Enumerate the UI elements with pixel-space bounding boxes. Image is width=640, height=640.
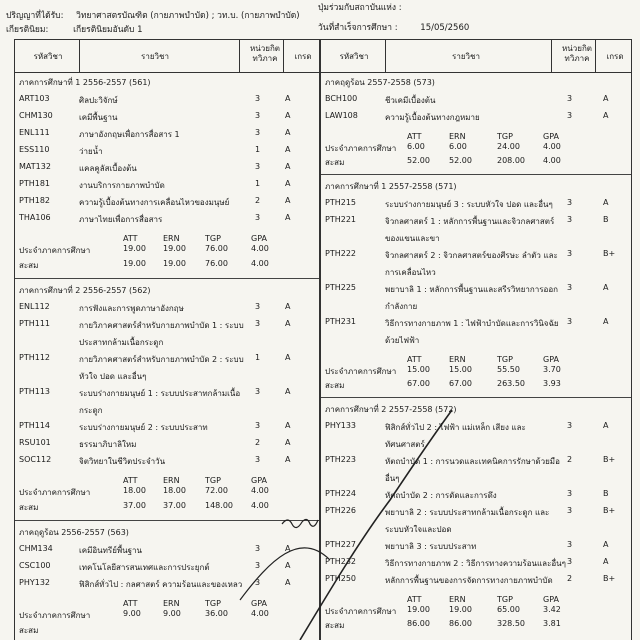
summary-gpa: 4.00 <box>543 142 561 151</box>
summary-col-gpa: GPA <box>543 132 559 141</box>
summary-ern: 6.00 <box>449 142 467 151</box>
course-code: PTH113 <box>19 387 50 396</box>
course-code: PHY132 <box>19 578 50 587</box>
col-code-header: รหัสวิชา <box>339 52 369 61</box>
course-grade: A <box>285 213 291 222</box>
course-grade: A <box>603 94 609 103</box>
honor-value: เกียรตินิยมอันดับ 1 <box>73 25 143 35</box>
summary-gpa: 4.00 <box>251 259 269 268</box>
course-name: ฟิสิกส์ทั่วไป : กลศาสตร์ ความร้อนและของเหลว <box>79 580 243 589</box>
summary-att: 37.00 <box>123 501 146 510</box>
summary-ern: 52.00 <box>449 156 472 165</box>
course-credits: 2 <box>255 196 261 205</box>
course-name-cont: อื่นๆ <box>385 474 400 483</box>
summary-ern: 18.00 <box>163 486 186 495</box>
course-code: SOC112 <box>19 455 52 464</box>
summary-col-att: ATT <box>407 132 422 141</box>
col-grade-header: เกรด <box>294 52 312 61</box>
course-name: ระบบร่างกายมนุษย์ 3 : ระบบหัวใจ ปอด และอื่นๆ <box>385 200 553 209</box>
course-name: ชีวเคมีเบื้องต้น <box>385 96 436 105</box>
table-header-right <box>321 40 631 73</box>
summary-col-tgp: TGP <box>497 595 513 604</box>
summary-ern: 86.00 <box>449 619 472 628</box>
section-title: ภาคฤดูร้อน 2557-2558 (573) <box>325 78 435 87</box>
course-name: แคลคูลัสเบื้องต้น <box>79 164 137 173</box>
course-grade: A <box>285 387 291 396</box>
graduation-date-line <box>318 20 469 34</box>
course-credits: 3 <box>255 421 261 430</box>
summary-tgp: 76.00 <box>205 244 228 253</box>
summary-ern: 67.00 <box>449 379 472 388</box>
course-code: ENL112 <box>19 302 50 311</box>
summary-tgp: 76.00 <box>205 259 228 268</box>
summary-label: ประจำภาคการศึกษา <box>325 144 397 153</box>
course-credits: 2 <box>567 455 573 464</box>
course-name: พยาบาลิ 1 : หลักการพื้นฐานและสรีรวิทยาการออก <box>385 285 558 294</box>
summary-att: 67.00 <box>407 379 430 388</box>
summary-label: สะสม <box>325 381 345 390</box>
graduation-date-value: 15/05/2560 <box>420 23 470 33</box>
section-divider <box>321 397 631 398</box>
course-name: ความรู้เบื้องต้นทางกฎหมาย <box>385 113 480 122</box>
course-name: หัตถบำบัด 2 : การดัดและการดึง <box>385 491 497 500</box>
course-grade: A <box>285 94 291 103</box>
summary-att: 15.00 <box>407 365 430 374</box>
course-name: พยาบาลิ 3 : ระบบประสาท <box>385 542 477 551</box>
summary-label: สะสม <box>19 503 39 512</box>
course-credits: 3 <box>567 198 573 207</box>
course-name: ภาษาไทยเพื่อการสื่อสาร <box>79 215 163 224</box>
course-grade: A <box>285 179 291 188</box>
degree-value: วิทยาศาสตรบัณฑิต (กายภาพบำบัด) ; วท.บ. (กายภาพบำบัด) <box>76 11 300 21</box>
transcript-table-left <box>14 39 320 640</box>
course-name-cont: กำลังกาย <box>385 302 418 311</box>
summary-tgp: 148.00 <box>205 501 233 510</box>
course-grade: B+ <box>603 574 616 583</box>
summary-label: สะสม <box>325 621 345 630</box>
summary-col-gpa: GPA <box>543 355 559 364</box>
summary-col-ern: ERN <box>449 595 466 604</box>
section-title: ภาคการศึกษาที่ 1 2557-2558 (571) <box>325 182 457 191</box>
summary-tgp: 24.00 <box>497 142 520 151</box>
course-name: ภาษาอังกฤษเพื่อการสื่อสาร 1 <box>79 130 180 139</box>
summary-gpa: 4.00 <box>543 156 561 165</box>
course-code: BCH100 <box>325 94 358 103</box>
course-code: PTH215 <box>325 198 356 207</box>
summary-gpa: 4.00 <box>251 501 269 510</box>
summary-att: 52.00 <box>407 156 430 165</box>
section-title: ภาคการศึกษาที่ 2 2556-2557 (562) <box>19 286 151 295</box>
course-code: PTH224 <box>325 489 356 498</box>
summary-ern: 9.00 <box>163 609 181 618</box>
course-code: RSU101 <box>19 438 51 447</box>
course-grade: A <box>603 421 609 430</box>
course-grade: B+ <box>603 506 616 515</box>
course-grade: A <box>285 196 291 205</box>
summary-tgp: 36.00 <box>205 609 228 618</box>
course-code: PTH231 <box>325 317 356 326</box>
course-credits: 3 <box>567 249 573 258</box>
course-credits: 3 <box>567 283 573 292</box>
course-credits: 1 <box>255 353 261 362</box>
course-name: วิธีการทางกายภาพ 2 : วิธีการทางความร้อนและอื่นๆ <box>385 559 566 568</box>
summary-gpa: 4.00 <box>251 244 269 253</box>
course-name: ความรู้เบื้องต้นทางการเคลื่อนไหวของมนุษย์ <box>79 198 230 207</box>
course-code: THA106 <box>19 213 51 222</box>
course-credits: 1 <box>255 145 261 154</box>
summary-att: 19.00 <box>407 605 430 614</box>
course-grade: A <box>285 128 291 137</box>
course-credits: 3 <box>255 544 261 553</box>
summary-ern: 19.00 <box>449 605 472 614</box>
summary-label: ประจำภาคการศึกษา <box>325 607 397 616</box>
summary-tgp: 72.00 <box>205 486 228 495</box>
summary-tgp: 65.00 <box>497 605 520 614</box>
course-grade: A <box>603 198 609 207</box>
course-credits: 3 <box>567 540 573 549</box>
course-credits: 3 <box>255 387 261 396</box>
course-credits: 3 <box>255 213 261 222</box>
course-credits: 3 <box>255 455 261 464</box>
col-credits-header: หน่วยกิต ทวิภาค <box>562 44 592 63</box>
summary-col-gpa: GPA <box>251 599 267 608</box>
course-credits: 3 <box>255 128 261 137</box>
honor-label: เกียรตินิยม: <box>6 25 49 35</box>
honor-line <box>6 22 143 36</box>
course-code: CSC100 <box>19 561 51 570</box>
summary-att: 19.00 <box>123 259 146 268</box>
course-grade: A <box>603 111 609 120</box>
summary-label: ประจำภาคการศึกษา <box>19 488 91 497</box>
summary-ern: 37.00 <box>163 501 186 510</box>
course-grade: A <box>285 353 291 362</box>
summary-att: 86.00 <box>407 619 430 628</box>
course-name-cont: ด้วยไฟฟ้า <box>385 336 420 345</box>
summary-col-ern: ERN <box>449 355 466 364</box>
course-grade: B+ <box>603 455 616 464</box>
course-name: จิวกลศาสตร์ 2 : จิวกลศาสตร์ของศีรษะ ลำตัว และ <box>385 251 558 260</box>
summary-att: 19.00 <box>123 244 146 253</box>
course-grade: A <box>285 421 291 430</box>
course-code: PTH226 <box>325 506 356 515</box>
col-grade-header: เกรด <box>606 52 624 61</box>
summary-col-ern: ERN <box>163 599 180 608</box>
course-name: หลักการพื้นฐานของการจัดการทางกายภาพบำบัด <box>385 576 553 585</box>
summary-label: ประจำภาคการศึกษา <box>325 367 397 376</box>
table-header-left <box>15 40 319 73</box>
summary-att: 18.00 <box>123 486 146 495</box>
summary-col-tgp: TGP <box>205 234 221 243</box>
course-grade: A <box>285 578 291 587</box>
course-credits: 3 <box>567 489 573 498</box>
summary-gpa: 3.42 <box>543 605 561 614</box>
course-credits: 3 <box>567 317 573 326</box>
course-code: PTH182 <box>19 196 50 205</box>
degree-line <box>6 8 300 22</box>
course-credits: 3 <box>255 111 261 120</box>
summary-col-gpa: GPA <box>543 595 559 604</box>
summary-label: ประจำภาคการศึกษา <box>19 246 91 255</box>
course-name: ระบบร่างกายมนุษย์ 2 : ระบบประสาท <box>79 423 208 432</box>
course-name: ระบบร่างกายมนุษย์ 1 : ระบบประสาทกล้ามเนื้อ <box>79 389 241 398</box>
course-code: PTH111 <box>19 319 50 328</box>
course-credits: 3 <box>255 319 261 328</box>
col-code-header: รหัสวิชา <box>33 52 63 61</box>
summary-col-att: ATT <box>123 234 138 243</box>
course-credits: 3 <box>255 561 261 570</box>
course-name: ว่ายน้ำ <box>79 147 103 156</box>
course-code: CHM130 <box>19 111 53 120</box>
course-name: วิธีการทางกายภาพ 1 : ไฟฟ้าบำบัดและการวินิจฉัย <box>385 319 559 328</box>
course-grade: A <box>285 319 291 328</box>
summary-gpa: 3.81 <box>543 619 561 628</box>
course-grade: A <box>603 540 609 549</box>
course-grade: A <box>285 111 291 120</box>
summary-col-tgp: TGP <box>497 355 513 364</box>
course-credits: 3 <box>567 215 573 224</box>
course-code: LAW108 <box>325 111 358 120</box>
course-grade: A <box>285 438 291 447</box>
course-name: หัตถบำบัด 1 : การนวดและเทคนิคการรักษาด้วยมือ <box>385 457 560 466</box>
course-credits: 3 <box>567 557 573 566</box>
course-grade: B <box>603 489 609 498</box>
course-name: การฟังและการพูดภาษาอังกฤษ <box>79 304 184 313</box>
course-name-cont: ประสาทกล้ามเนื้อกระดูก <box>79 338 164 347</box>
course-name: เคมีพื้นฐาน <box>79 113 118 122</box>
course-credits: 3 <box>255 302 261 311</box>
course-code: ART103 <box>19 94 50 103</box>
course-name-cont: ระบบหัวใจและปอด <box>385 525 452 534</box>
col-title-header: รายวิชา <box>452 52 480 61</box>
summary-gpa: 3.70 <box>543 365 561 374</box>
course-code: PTH221 <box>325 215 356 224</box>
summary-tgp: 263.50 <box>497 379 525 388</box>
section-title: ภาคการศึกษาที่ 1 2556-2557 (561) <box>19 78 151 87</box>
summary-label: สะสม <box>19 626 39 635</box>
summary-col-tgp: TGP <box>497 132 513 141</box>
course-name-cont: กระดูก <box>79 406 103 415</box>
course-code: PTH250 <box>325 574 356 583</box>
course-code: ENL111 <box>19 128 50 137</box>
summary-gpa: 3.93 <box>543 379 561 388</box>
summary-label: สะสม <box>325 158 345 167</box>
course-name: จิวกลศาสตร์ 1 : หลักการพื้นฐานและจิวกลศาสตร์ <box>385 217 555 226</box>
col-title-header: รายวิชา <box>141 52 169 61</box>
course-credits: 3 <box>567 421 573 430</box>
course-code: PTH225 <box>325 283 356 292</box>
course-credits: 3 <box>567 111 573 120</box>
summary-col-att: ATT <box>123 599 138 608</box>
summary-att: 6.00 <box>407 142 425 151</box>
summary-ern: 15.00 <box>449 365 472 374</box>
summary-gpa: 4.00 <box>251 609 269 618</box>
course-name-cont: ทัศนศาสตร์ <box>385 440 425 449</box>
summary-tgp: 208.00 <box>497 156 525 165</box>
course-code: PHY133 <box>325 421 356 430</box>
summary-ern: 19.00 <box>163 259 186 268</box>
course-credits: 3 <box>255 162 261 171</box>
course-grade: A <box>285 145 291 154</box>
course-credits: 3 <box>255 578 261 587</box>
degree-label: ปริญญาที่ได้รับ: <box>6 11 64 21</box>
summary-col-tgp: TGP <box>205 599 221 608</box>
summary-col-gpa: GPA <box>251 476 267 485</box>
course-name: จิตวิทยาในชีวิตประจำวัน <box>79 457 166 466</box>
section-divider <box>15 278 319 279</box>
course-name: ศิลปะวิจักษ์ <box>79 96 118 105</box>
course-grade: B+ <box>603 249 616 258</box>
summary-col-att: ATT <box>407 355 422 364</box>
summary-col-att: ATT <box>407 595 422 604</box>
course-grade: A <box>603 557 609 566</box>
course-name: ธรรมาภิบาลิใหม <box>79 440 137 449</box>
course-code: PTH181 <box>19 179 50 188</box>
course-name: ฟิสิกส์ทั่วไป 2 : ไฟฟ้า แม่เหล็ก เสียง และ <box>385 423 526 432</box>
summary-col-tgp: TGP <box>205 476 221 485</box>
course-name-cont: หัวใจ ปอด และอื่นๆ <box>79 372 147 381</box>
course-grade: A <box>285 162 291 171</box>
summary-tgp: 328.50 <box>497 619 525 628</box>
course-credits: 2 <box>567 574 573 583</box>
top-right-fragment: ปุ่มร่วมกับสถาบันแห่ง : <box>318 3 402 13</box>
summary-label: ประจำภาคการศึกษา <box>19 611 91 620</box>
course-code: PTH227 <box>325 540 356 549</box>
course-code: PTH232 <box>325 557 356 566</box>
section-divider <box>321 174 631 175</box>
summary-col-gpa: GPA <box>251 234 267 243</box>
summary-label: สะสม <box>19 261 39 270</box>
summary-col-ern: ERN <box>163 234 180 243</box>
section-title: ภาคการศึกษาที่ 2 2557-2558 (572) <box>325 405 457 414</box>
course-grade: B <box>603 215 609 224</box>
summary-tgp: 55.50 <box>497 365 520 374</box>
course-grade: A <box>285 302 291 311</box>
summary-col-att: ATT <box>123 476 138 485</box>
course-credits: 2 <box>255 438 261 447</box>
section-title: ภาคฤดูร้อน 2556-2557 (563) <box>19 528 129 537</box>
course-code: CHM134 <box>19 544 53 553</box>
course-credits: 3 <box>255 94 261 103</box>
course-credits: 3 <box>567 506 573 515</box>
summary-col-ern: ERN <box>163 476 180 485</box>
section-divider <box>15 520 319 521</box>
course-code: ESS110 <box>19 145 50 154</box>
summary-col-ern: ERN <box>449 132 466 141</box>
graduation-date-label: วันที่สำเร็จการศึกษา : <box>318 23 398 33</box>
summary-gpa: 4.00 <box>251 486 269 495</box>
course-credits: 3 <box>567 94 573 103</box>
course-grade: A <box>603 283 609 292</box>
course-name: เคมีอินทรีย์พื้นฐาน <box>79 546 143 555</box>
course-grade: A <box>285 455 291 464</box>
col-credits-header: หน่วยกิต ทวิภาค <box>250 44 280 63</box>
course-name-cont: การเคลื่อนไหว <box>385 268 436 277</box>
course-code: PTH222 <box>325 249 356 258</box>
course-grade: A <box>603 317 609 326</box>
summary-ern: 19.00 <box>163 244 186 253</box>
course-code: PTH112 <box>19 353 50 362</box>
course-name: เทคโนโลยีสารสนเทศและการประยุกต์ <box>79 563 210 572</box>
course-name-cont: ของแขนและขา <box>385 234 440 243</box>
course-name: พยาบาลิ 2 : ระบบประสาทกล้ามเนื้อกระดูก และ <box>385 508 550 517</box>
summary-att: 9.00 <box>123 609 141 618</box>
transcript-table-right <box>320 39 632 640</box>
course-name: งานบริการกายภาพบำบัด <box>79 181 165 190</box>
course-grade: A <box>285 561 291 570</box>
course-grade: A <box>285 544 291 553</box>
course-name: กายวิภาคศาสตร์สำหรับกายภาพบำบัด 2 : ระบบ <box>79 355 244 364</box>
course-code: PTH114 <box>19 421 50 430</box>
course-code: PTH223 <box>325 455 356 464</box>
course-credits: 1 <box>255 179 261 188</box>
course-code: MAT132 <box>19 162 51 171</box>
course-name: กายวิภาคศาสตร์สำหรับกายภาพบำบัด 1 : ระบบ <box>79 321 244 330</box>
